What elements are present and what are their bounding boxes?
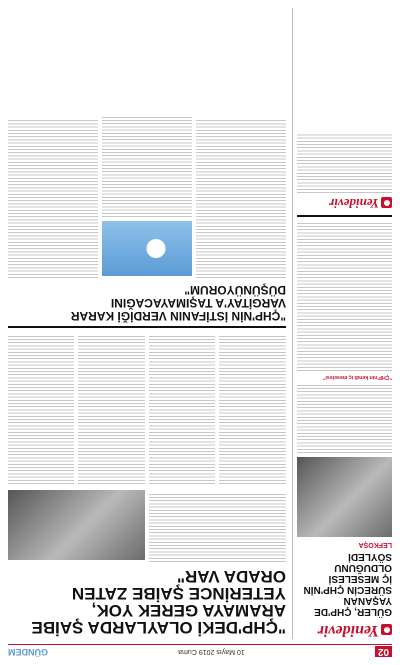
left-column [292,8,392,639]
body-col-6 [102,117,192,217]
lead-text [149,492,286,562]
body-col-7 [8,118,98,278]
body-col-1 [220,334,287,484]
flag-photo [102,221,192,276]
story-columns-bottom [8,115,286,280]
left-byline: LEFKOŞA [358,541,392,548]
page-date: 10 Mayıs 2019 Cuma [178,648,245,656]
masthead-info [297,133,392,193]
left-body-text-2 [297,221,392,371]
main-headline: "ÇHP'DEKİ OLAYLARDA ŞAİBE ARAMAYA GEREK YOK, YETERİNCE ŞAİBE ZATEN ORADA VAR" [31,567,286,637]
brand-name: Yenidevir [317,622,379,639]
brand-logo-footer [297,195,392,211]
body-col-3 [79,334,146,484]
section-name: GÜNDEM [8,647,49,657]
page-header [8,644,392,659]
crescent-icon [381,625,392,636]
left-pull-quote: "ÇHP'nin kendi iç meselesi" [322,374,392,380]
body-col-2 [149,334,216,484]
main-story [8,8,286,639]
portrait-photo [297,457,392,537]
body-col-4 [8,334,75,484]
page-number: 02 [375,647,392,658]
crescent-icon [381,198,392,209]
brand-logo [297,621,392,639]
divider [8,326,286,328]
divider [297,215,392,217]
story-columns-top [8,486,286,564]
main-photo [8,490,145,560]
story-columns-mid [8,332,286,486]
left-body-text [297,383,392,453]
brand-name-footer: Yenidevir [329,196,379,211]
body-col-5 [196,118,286,278]
second-headline: "ÇHP'NİN İSTİFANIN VERDİĞİ KARAR VARGİTAY'A TAŞIMAYACAĞINI DÜŞÜNÜYORUM" [70,283,286,323]
left-headline: GÜLER, ÇHP'DE YAŞANAN SÜRECİN ÇHP'NİN İÇ MESELESİ OLDUĞUNU SÖYLEDİ [303,551,392,617]
